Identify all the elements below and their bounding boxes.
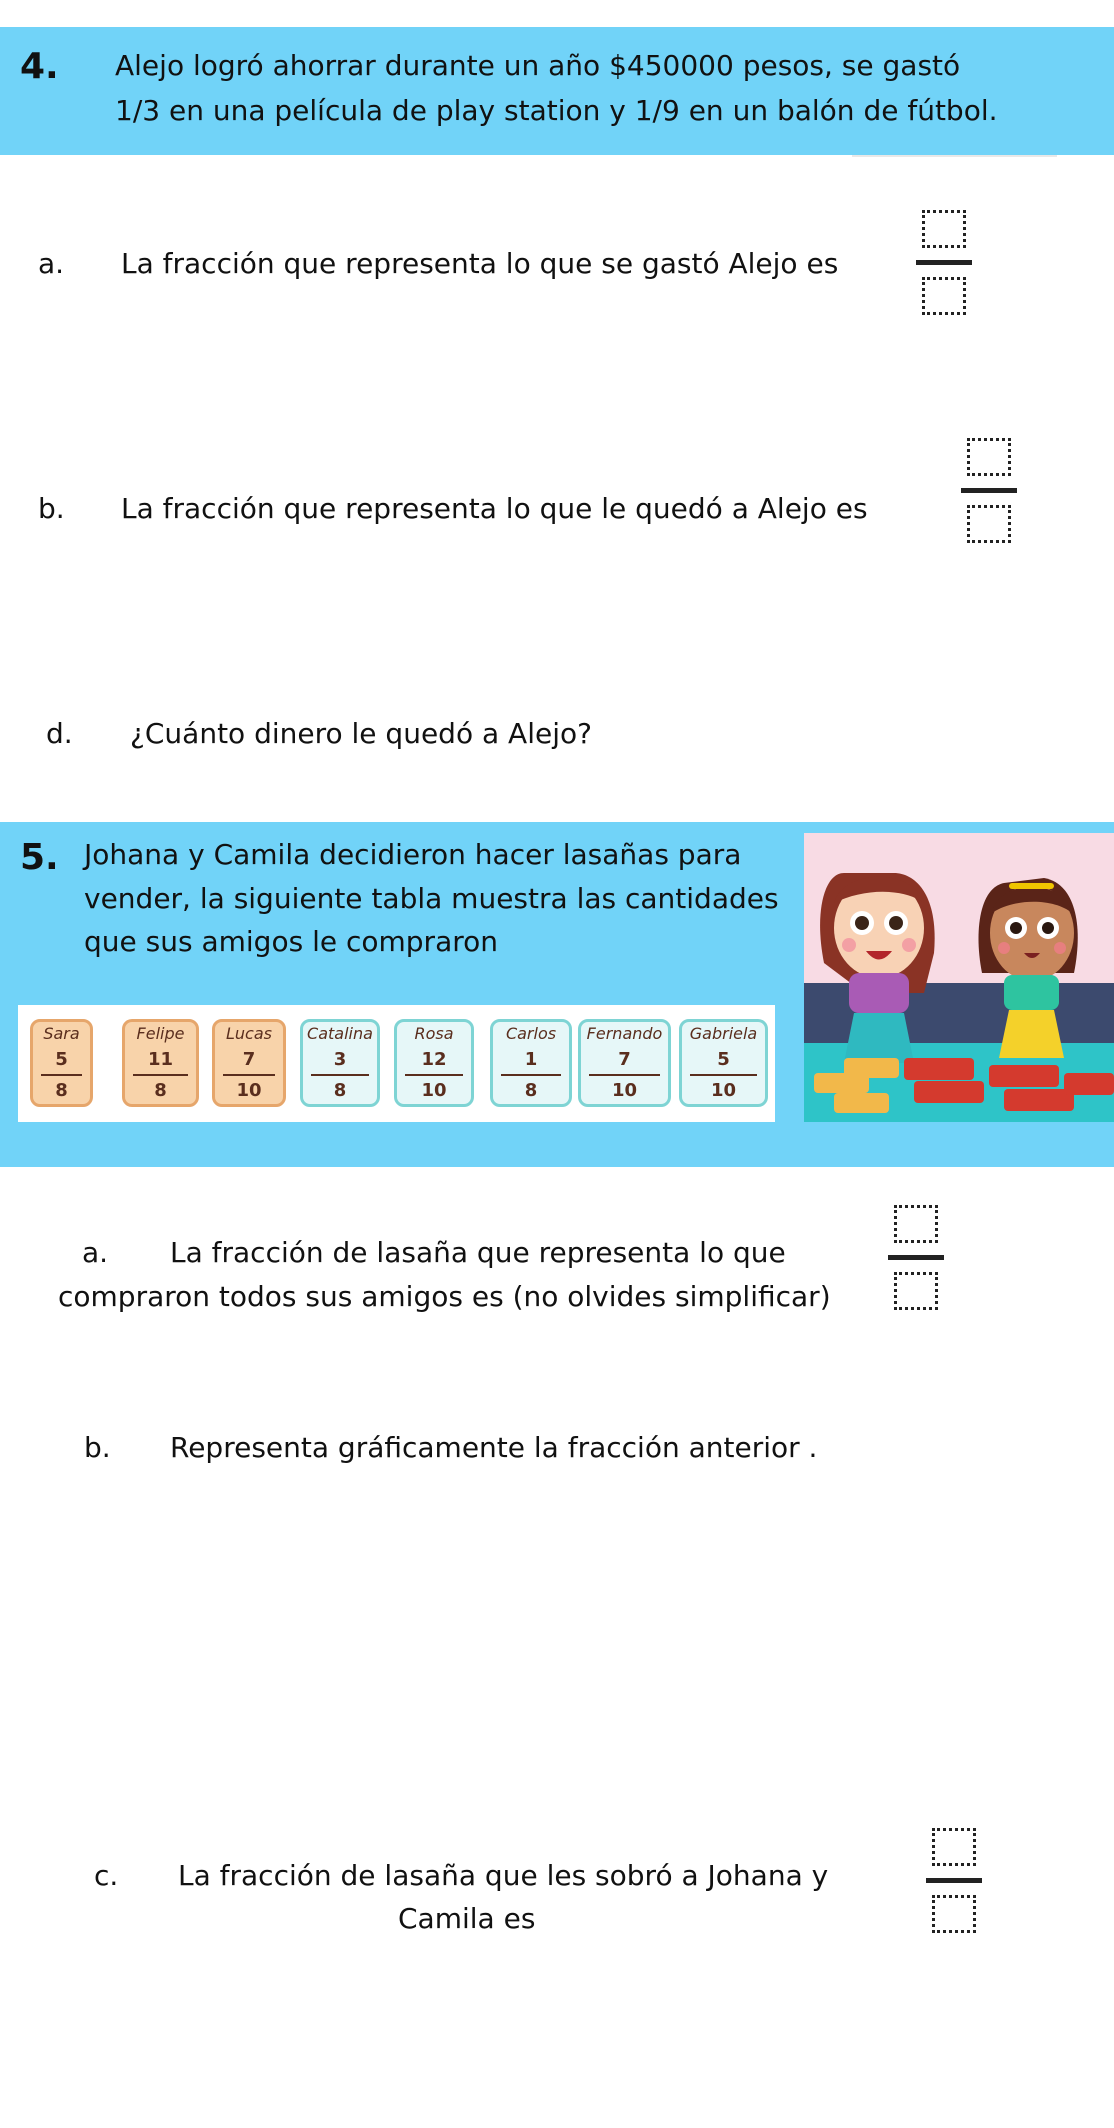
q5-a-label: a. xyxy=(82,1236,109,1269)
q5-a-line1: La fracción de lasaña que representa lo que xyxy=(170,1236,786,1269)
friend-numerator: 11 xyxy=(147,1049,174,1070)
q5-a-fraction-answer[interactable] xyxy=(888,1205,944,1310)
friend-numerator: 5 xyxy=(55,1049,68,1070)
denominator-box[interactable] xyxy=(894,1272,938,1310)
fraction-bar xyxy=(916,260,972,265)
friend-name: Fernando xyxy=(586,1024,663,1043)
friend-numerator: 7 xyxy=(618,1049,631,1070)
q4-b-label: b. xyxy=(38,492,65,525)
denominator-box[interactable] xyxy=(922,277,966,315)
fraction-bar xyxy=(589,1074,660,1076)
lasagna-girls-illustration xyxy=(804,833,1114,1122)
fraction-bar xyxy=(405,1074,463,1076)
q4-a-label: a. xyxy=(38,247,65,280)
friend-denominator: 8 xyxy=(154,1080,167,1101)
friend-denominator: 8 xyxy=(55,1080,68,1101)
q5-c-label: c. xyxy=(94,1859,119,1892)
q4-a-fraction-answer[interactable] xyxy=(916,210,972,315)
q4-b-fraction-answer[interactable] xyxy=(961,438,1017,543)
q5-c-line2: Camila es xyxy=(398,1902,536,1935)
q4-d-text: ¿Cuánto dinero le quedó a Alejo? xyxy=(130,717,592,750)
friend-denominator: 8 xyxy=(524,1080,538,1101)
friend-denominator: 10 xyxy=(710,1080,737,1101)
friend-numerator: 1 xyxy=(524,1049,538,1070)
q5-statement-line1: Johana y Camila decidieron hacer lasañas para xyxy=(84,838,742,871)
q4-d-label: d. xyxy=(46,717,73,750)
denominator-box[interactable] xyxy=(932,1895,976,1933)
numerator-box[interactable] xyxy=(894,1205,938,1243)
q4-a-text: La fracción que representa lo que se gastó Alejo es xyxy=(121,247,839,280)
friend-name: Carlos xyxy=(505,1024,557,1043)
q5-statement-line3: que sus amigos le compraron xyxy=(84,925,498,958)
q5-number: 5. xyxy=(20,837,59,878)
q4-statement-line2: 1/3 en una película de play station y 1/9 en un balón de fútbol. xyxy=(115,94,998,127)
friend-denominator: 10 xyxy=(611,1080,638,1101)
friend-cell-rosa xyxy=(394,1019,474,1107)
friend-name: Gabriela xyxy=(689,1024,758,1043)
friend-cell-gabriela xyxy=(679,1019,768,1107)
q5-b-label: b. xyxy=(84,1431,111,1464)
friend-cell-felipe xyxy=(122,1019,199,1107)
friend-name: Catalina xyxy=(307,1024,373,1043)
friend-cell-carlos xyxy=(490,1019,572,1107)
fraction-bar xyxy=(961,488,1017,493)
friend-name: Felipe xyxy=(136,1024,185,1043)
numerator-box[interactable] xyxy=(932,1828,976,1866)
friend-numerator: 12 xyxy=(421,1049,447,1070)
friend-denominator: 8 xyxy=(333,1080,347,1101)
friend-numerator: 7 xyxy=(242,1049,256,1070)
fraction-bar xyxy=(926,1878,982,1883)
q5-a-line2: compraron todos sus amigos es (no olvides simplificar) xyxy=(58,1280,831,1313)
denominator-box[interactable] xyxy=(967,505,1011,543)
q4-statement-line1: Alejo logró ahorrar durante un año $450000 pesos, se gastó xyxy=(115,49,961,82)
q5-c-line1: La fracción de lasaña que les sobró a Johana y xyxy=(178,1859,829,1892)
friend-name: Sara xyxy=(43,1024,80,1043)
friend-cell-sara xyxy=(30,1019,93,1107)
friend-denominator: 10 xyxy=(236,1080,262,1101)
friend-cell-lucas xyxy=(212,1019,286,1107)
fraction-bar xyxy=(690,1074,757,1076)
q4-b-text: La fracción que representa lo que le quedó a Alejo es xyxy=(121,492,868,525)
friend-cell-catalina xyxy=(300,1019,380,1107)
numerator-box[interactable] xyxy=(922,210,966,248)
fraction-bar xyxy=(888,1255,944,1260)
fraction-bar xyxy=(41,1074,82,1076)
fraction-bar xyxy=(223,1074,275,1076)
q4-number: 4. xyxy=(20,46,59,87)
friends-purchase-table xyxy=(18,1005,775,1122)
fraction-bar xyxy=(501,1074,561,1076)
friend-denominator: 10 xyxy=(421,1080,447,1101)
friend-numerator: 5 xyxy=(717,1049,730,1070)
friend-name: Lucas xyxy=(226,1024,272,1043)
friend-name: Rosa xyxy=(414,1024,454,1043)
girls-illustration-svg xyxy=(804,833,1114,1122)
friend-numerator: 3 xyxy=(333,1049,347,1070)
numerator-box[interactable] xyxy=(967,438,1011,476)
q5-b-text: Representa gráficamente la fracción anterior . xyxy=(170,1431,818,1464)
friend-cell-fernando xyxy=(578,1019,671,1107)
q5-statement-line2: vender, la siguiente tabla muestra las cantidades xyxy=(84,882,779,915)
fraction-bar xyxy=(133,1074,188,1076)
q5-c-fraction-answer[interactable] xyxy=(926,1828,982,1933)
q4-band-underline xyxy=(852,155,1057,157)
fraction-bar xyxy=(311,1074,369,1076)
